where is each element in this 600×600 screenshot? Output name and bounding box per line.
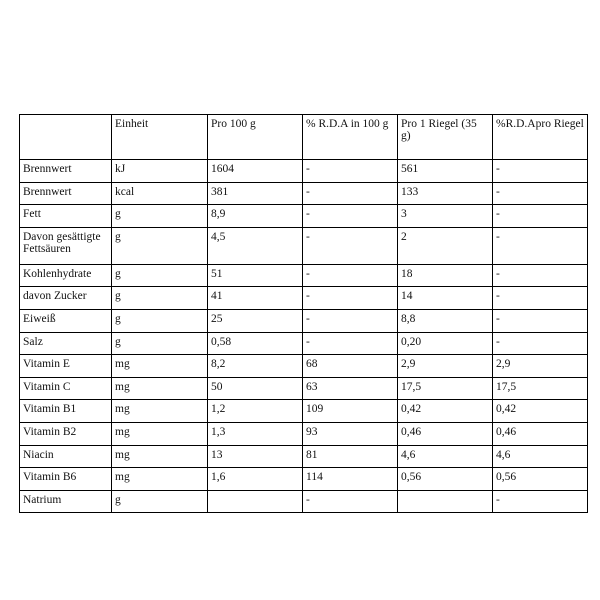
table-cell: mg [112, 355, 208, 378]
table-row [20, 468, 588, 491]
table-cell: Kohlenhydrate [20, 264, 112, 287]
table-cell: 1,2 [208, 400, 303, 423]
table-cell: 2,9 [398, 355, 493, 378]
table-row [20, 309, 588, 332]
table-cell: 0,56 [398, 468, 493, 491]
table-cell: 8,9 [208, 205, 303, 228]
table-cell: 41 [208, 287, 303, 310]
table-cell: - [493, 264, 588, 287]
table-cell: 0,42 [493, 400, 588, 423]
table-row [20, 160, 588, 183]
table-cell: 63 [303, 377, 398, 400]
table-cell: davon Zucker [20, 287, 112, 310]
table-cell: Vitamin E [20, 355, 112, 378]
table-cell: mg [112, 445, 208, 468]
header-cell: %R.D.Apro Riegel [493, 115, 588, 160]
table-row [20, 445, 588, 468]
header-cell: Einheit [112, 115, 208, 160]
table-cell: 1,6 [208, 468, 303, 491]
table-cell: 0,46 [398, 422, 493, 445]
table-cell: 0,58 [208, 332, 303, 355]
table-cell: 114 [303, 468, 398, 491]
header-cell: Pro 1 Riegel (35 g) [398, 115, 493, 160]
table-cell: 51 [208, 264, 303, 287]
table-cell: Fett [20, 205, 112, 228]
table-cell: 133 [398, 182, 493, 205]
table-cell: 2,9 [493, 355, 588, 378]
table-cell: 8,2 [208, 355, 303, 378]
table-cell: 0,42 [398, 400, 493, 423]
table-cell: Vitamin C [20, 377, 112, 400]
table-cell: 4,6 [398, 445, 493, 468]
table-cell: - [493, 287, 588, 310]
table-cell: 3 [398, 205, 493, 228]
table-cell: mg [112, 377, 208, 400]
table-cell: g [112, 227, 208, 264]
table-cell: - [303, 309, 398, 332]
table-cell: Natrium [20, 490, 112, 513]
table-cell: 109 [303, 400, 398, 423]
table-cell: 18 [398, 264, 493, 287]
table-cell: Niacin [20, 445, 112, 468]
table-cell: 17,5 [493, 377, 588, 400]
table-cell: mg [112, 468, 208, 491]
table-cell [208, 490, 303, 513]
table-cell: - [303, 205, 398, 228]
table-cell: 1604 [208, 160, 303, 183]
table-cell: - [493, 205, 588, 228]
table-cell: 4,5 [208, 227, 303, 264]
table-cell: - [303, 490, 398, 513]
table-cell [398, 490, 493, 513]
table-cell: - [303, 287, 398, 310]
table-cell: 2 [398, 227, 493, 264]
table-cell: 561 [398, 160, 493, 183]
table-row [20, 377, 588, 400]
table-cell: 1,3 [208, 422, 303, 445]
table-cell: - [303, 160, 398, 183]
table-cell: 0,20 [398, 332, 493, 355]
nutrition-table [19, 114, 588, 513]
table-cell: - [303, 227, 398, 264]
table-row [20, 490, 588, 513]
table-cell: g [112, 205, 208, 228]
table-cell: 0,56 [493, 468, 588, 491]
table-cell: g [112, 332, 208, 355]
table-cell: g [112, 490, 208, 513]
table-row [20, 355, 588, 378]
table-cell: 50 [208, 377, 303, 400]
table-cell: Eiweiß [20, 309, 112, 332]
table-cell: 81 [303, 445, 398, 468]
header-cell: Pro 100 g [208, 115, 303, 160]
table-cell: g [112, 287, 208, 310]
table-cell: 13 [208, 445, 303, 468]
table-cell: mg [112, 422, 208, 445]
table-cell: 0,46 [493, 422, 588, 445]
table-row [20, 227, 588, 264]
table-cell: Vitamin B6 [20, 468, 112, 491]
table-cell: kJ [112, 160, 208, 183]
table-cell: 381 [208, 182, 303, 205]
table-row [20, 422, 588, 445]
table-cell: 4,6 [493, 445, 588, 468]
header-cell: % R.D.A in 100 g [303, 115, 398, 160]
table-cell: - [303, 264, 398, 287]
table-cell: mg [112, 400, 208, 423]
table-row [20, 205, 588, 228]
table-cell: Brennwert [20, 182, 112, 205]
table-cell: 93 [303, 422, 398, 445]
table-cell: 14 [398, 287, 493, 310]
table-row [20, 332, 588, 355]
table-cell: g [112, 264, 208, 287]
table-row [20, 182, 588, 205]
table-row [20, 400, 588, 423]
table-cell: kcal [112, 182, 208, 205]
header-cell [20, 115, 112, 160]
table-cell: Brennwert [20, 160, 112, 183]
table-header-row [20, 115, 588, 160]
table-cell: - [493, 490, 588, 513]
table-cell: 68 [303, 355, 398, 378]
nutrition-table-container [19, 114, 587, 506]
table-cell: Davon gesättigte Fettsäuren [20, 227, 112, 264]
table-cell: g [112, 309, 208, 332]
table-cell: - [493, 182, 588, 205]
table-cell: - [303, 182, 398, 205]
table-cell: - [493, 227, 588, 264]
table-cell: 17,5 [398, 377, 493, 400]
table-cell: - [303, 332, 398, 355]
table-cell: 8,8 [398, 309, 493, 332]
table-cell: - [493, 332, 588, 355]
table-cell: Vitamin B2 [20, 422, 112, 445]
table-row [20, 264, 588, 287]
table-cell: - [493, 160, 588, 183]
table-row [20, 287, 588, 310]
table-cell: Vitamin B1 [20, 400, 112, 423]
table-cell: Salz [20, 332, 112, 355]
table-cell: 25 [208, 309, 303, 332]
table-cell: - [493, 309, 588, 332]
